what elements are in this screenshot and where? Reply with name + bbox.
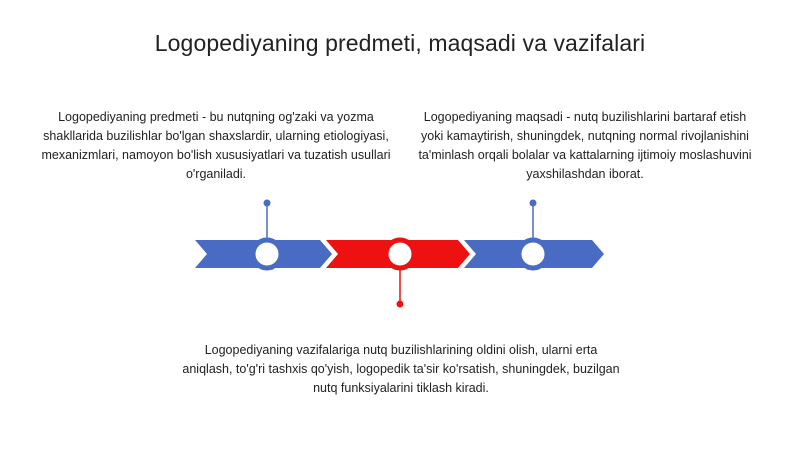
connector-dot-3 (530, 200, 537, 207)
tasks-text: Logopediyaning vazifalariga nutq buzilishlarining oldini olish, ularni erta aniqlash, to'g'ri tashxis qo'yish, logopedik ta'sir ko'rsatish, shuningdek, buzilgan nutq funksiyalarini tiklash kiradi. (182, 343, 620, 395)
timeline-marker-3 (519, 240, 547, 268)
connector-dot-2 (397, 301, 404, 308)
goal-text: Logopediyaning maqsadi - nutq buzilishlarini bartaraf etish yoki kamaytirish, shuningdek, nutqning normal rivojlanishini ta'minlash orqali bolalar va kattalarning ijtimoiy moslashuvini yaxshilashdan iborat. (418, 110, 752, 181)
connector-dot-1 (264, 200, 271, 207)
timeline-marker-2 (386, 240, 414, 268)
timeline-marker-1 (253, 240, 281, 268)
slide-title: Logopediyaning predmeti, maqsadi va vazifalari (154, 30, 646, 56)
subject-text: Logopediyaning predmeti - bu nutqning og'zaki va yozma shakllarida buzilishlar bo'lgan shaxslardir, ularning etiologiyasi, mexanizmlari, namoyon bo'lish xususiyatlari va tuzatish usullari o'rganiladi. (41, 110, 391, 181)
